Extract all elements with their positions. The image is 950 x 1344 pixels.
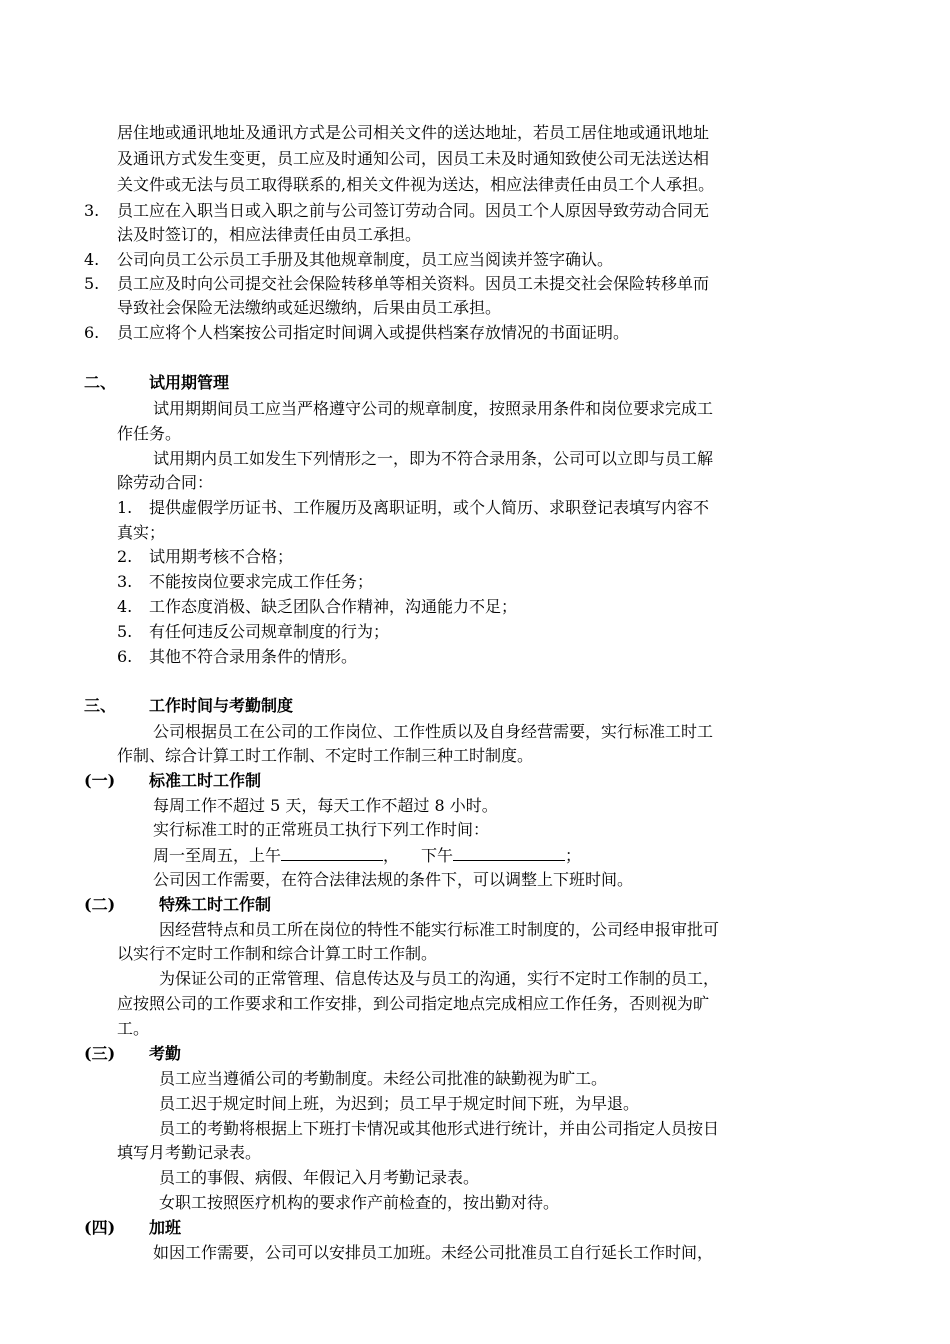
- paragraph-line: 为保证公司的正常管理、信息传达及与员工的沟通，实行不定时工作制的员工，: [159, 969, 720, 988]
- list-item-text: 员工应将个人档案按公司指定时间调入或提供档案存放情况的书面证明。: [117, 323, 630, 342]
- paragraph-line: 作任务。: [117, 424, 182, 443]
- morning-time-blank: [281, 843, 383, 861]
- paragraph-line: 应按照公司的工作要求和工作安排，到公司指定地点完成相应工作任务，否则视为旷: [117, 994, 710, 1013]
- comma: ，: [383, 846, 400, 865]
- paragraph-line: 女职工按照医疗机构的要求作产前检查的，按出勤对待。: [159, 1193, 560, 1212]
- subsection-title: 加班: [149, 1218, 182, 1237]
- section-number: 二、: [84, 373, 117, 392]
- semicolon: ；: [565, 846, 582, 865]
- paragraph-line: 试用期内员工如发生下列情形之一，即为不符合录用条，公司可以立即与员工解: [153, 449, 714, 468]
- subsection-number: (二): [84, 895, 116, 914]
- subsection-number: (一): [84, 771, 116, 790]
- list-item-text: 有任何违反公司规章制度的行为；: [149, 622, 390, 641]
- morning-label: 周一至周五，上午: [153, 846, 282, 865]
- paragraph-line: 工。: [117, 1019, 150, 1038]
- paragraph-line: 作制、综合计算工时工作制、不定时工作制三种工时制度。: [117, 746, 534, 765]
- list-item-text: 其他不符合录用条件的情形。: [149, 647, 358, 666]
- list-item-text: 员工应及时向公司提交社会保险转移单等相关资料。因员工未提交社会保险转移单而: [117, 274, 710, 293]
- paragraph-line: 实行标准工时的正常班员工执行下列工作时间：: [153, 820, 490, 839]
- list-item-number: 6.: [117, 647, 133, 666]
- paragraph-line: 如因工作需要，公司可以安排员工加班。未经公司批准员工自行延长工作时间，: [153, 1243, 714, 1262]
- paragraph-line: 员工的事假、病假、年假记入月考勤记录表。: [159, 1168, 480, 1187]
- list-item-text: 员工应在入职当日或入职之前与公司签订劳动合同。因员工个人原因导致劳动合同无: [117, 201, 710, 220]
- list-item-text: 试用期考核不合格；: [149, 547, 294, 566]
- subsection-title: 标准工时工作制: [149, 771, 262, 790]
- paragraph-line: 因经营特点和员工所在岗位的特性不能实行标准工时制度的，公司经申报审批可: [159, 920, 720, 939]
- list-item-number: 4.: [84, 250, 100, 269]
- intro-line-1: 居住地或通讯地址及通讯方式是公司相关文件的送达地址，若员工居住地或通讯地址: [117, 123, 710, 142]
- list-item-text: 公司向员工公示员工手册及其他规章制度，员工应当阅读并签字确认。: [117, 250, 614, 269]
- list-item-number: 3.: [117, 572, 133, 591]
- list-item-text: 导致社会保险无法缴纳或延迟缴纳，后果由员工承担。: [117, 298, 502, 317]
- section-number: 三、: [84, 696, 117, 715]
- paragraph-line: 员工应当遵循公司的考勤制度。未经公司批准的缺勤视为旷工。: [159, 1069, 608, 1088]
- paragraph-line: 员工的考勤将根据上下班打卡情况或其他形式进行统计，并由公司指定人员按日: [159, 1119, 720, 1138]
- list-item-number: 1.: [117, 498, 133, 517]
- list-item-text: 法及时签订的，相应法律责任由员工承担。: [117, 225, 422, 244]
- work-hours-line: [153, 843, 581, 868]
- subsection-title: 特殊工时工作制: [159, 895, 272, 914]
- list-item-text: 工作态度消极、缺乏团队合作精神，沟通能力不足；: [149, 597, 518, 616]
- paragraph-line: 试用期期间员工应当严格遵守公司的规章制度，按照录用条件和岗位要求完成工: [153, 399, 714, 418]
- afternoon-time-blank: [453, 843, 565, 861]
- list-item-number: 4.: [117, 597, 133, 616]
- paragraph-line: 员工迟于规定时间上班，为迟到；员工早于规定时间下班，为早退。: [159, 1094, 640, 1113]
- list-item-number: 3.: [84, 201, 100, 220]
- list-item-number: 6.: [84, 323, 100, 342]
- subsection-title: 考勤: [149, 1044, 182, 1063]
- list-item-text: 不能按岗位要求完成工作任务；: [149, 572, 374, 591]
- list-item-text: 提供虚假学历证书、工作履历及离职证明，或个人简历、求职登记表填写内容不: [149, 498, 710, 517]
- paragraph-line: 公司因工作需要，在符合法律法规的条件下，可以调整上下班时间。: [153, 870, 634, 889]
- list-item-number: 5.: [117, 622, 133, 641]
- paragraph-line: 以实行不定时工作制和综合计算工时工作制。: [117, 944, 438, 963]
- intro-line-2: 及通讯方式发生变更，员工应及时通知公司，因员工未及时通知致使公司无法送达相: [117, 149, 710, 168]
- section-title: 试用期管理: [149, 373, 230, 392]
- list-item-text: 真实；: [117, 523, 166, 542]
- subsection-number: (三): [84, 1044, 116, 1063]
- list-item-number: 2.: [117, 547, 133, 566]
- paragraph-line: 公司根据员工在公司的工作岗位、工作性质以及自身经营需要，实行标准工时工: [153, 722, 714, 741]
- subsection-number: (四): [84, 1218, 116, 1237]
- paragraph-line: 每周工作不超过 5 天，每天工作不超过 8 小时。: [153, 796, 498, 815]
- paragraph-line: 填写月考勤记录表。: [117, 1143, 262, 1162]
- afternoon-label: 下午: [421, 846, 454, 865]
- intro-line-3: 关文件或无法与员工取得联系的,相关文件视为送达，相应法律责任由员工个人承担。: [117, 175, 715, 194]
- paragraph-line: 除劳动合同：: [117, 473, 214, 492]
- list-item-number: 5.: [84, 274, 100, 293]
- section-title: 工作时间与考勤制度: [149, 696, 294, 715]
